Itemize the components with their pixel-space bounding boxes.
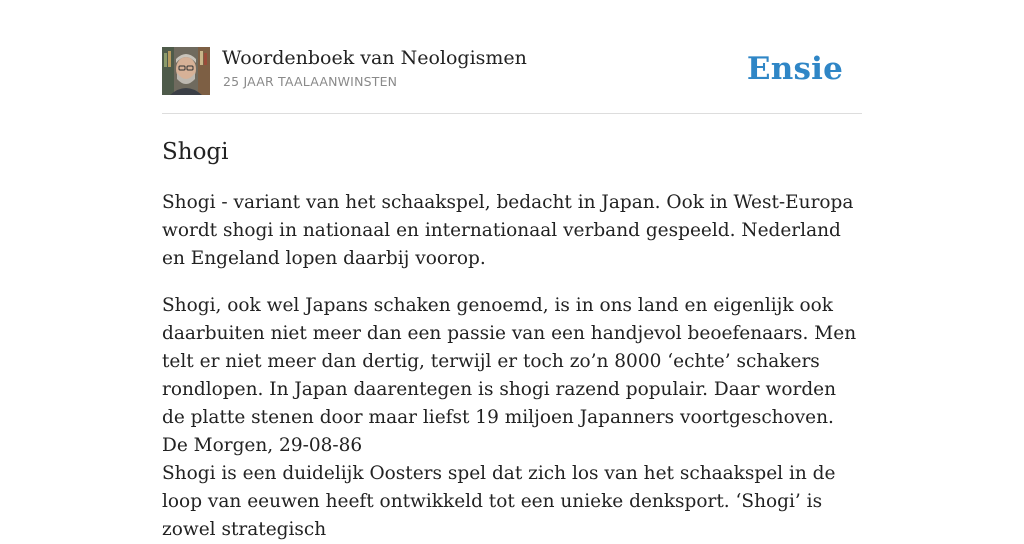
- entry-title: Shogi: [162, 139, 229, 165]
- author-name[interactable]: Woordenboek van Neologismen: [222, 47, 527, 69]
- author-photo-icon: [162, 47, 210, 95]
- page: [162, 0, 862, 540]
- author-subtitle: 25 JAAR TAALAANWINSTEN: [223, 74, 398, 89]
- definition-paragraph: Shogi - variant van het schaakspel, bedacht in Japan. Ook in West-Europa wordt shogi in nationaal en internationaal verband gespeeld. Nederland en Engeland lopen daarbij voorop.: [162, 192, 854, 269]
- site-header: [162, 0, 862, 114]
- description-paragraph: Shogi is een duidelijk Oosters spel dat zich los van het schaakspel in de loop van eeuwen heeft ontwikkeld tot een unieke denksport. ‘Shogi’ is zowel strategisch: [162, 463, 836, 540]
- site-logo[interactable]: Ensie: [746, 51, 843, 87]
- author-avatar[interactable]: [162, 47, 210, 95]
- quote-paragraph: Shogi, ook wel Japans schaken genoemd, is in ons land en eigenlijk ook daarbuiten niet meer dan een passie van een handjevol beoefenaars. Men telt er niet meer dan dertig, terwijl er toch zo’n 8000 ‘echte’ schakers rondlopen. In Japan daarentegen is shogi razend populair. Daar worden de platte stenen door maar liefst 19 miljoen Japanners voortgeschoven. De Morgen, 29-08-86: [162, 295, 857, 456]
